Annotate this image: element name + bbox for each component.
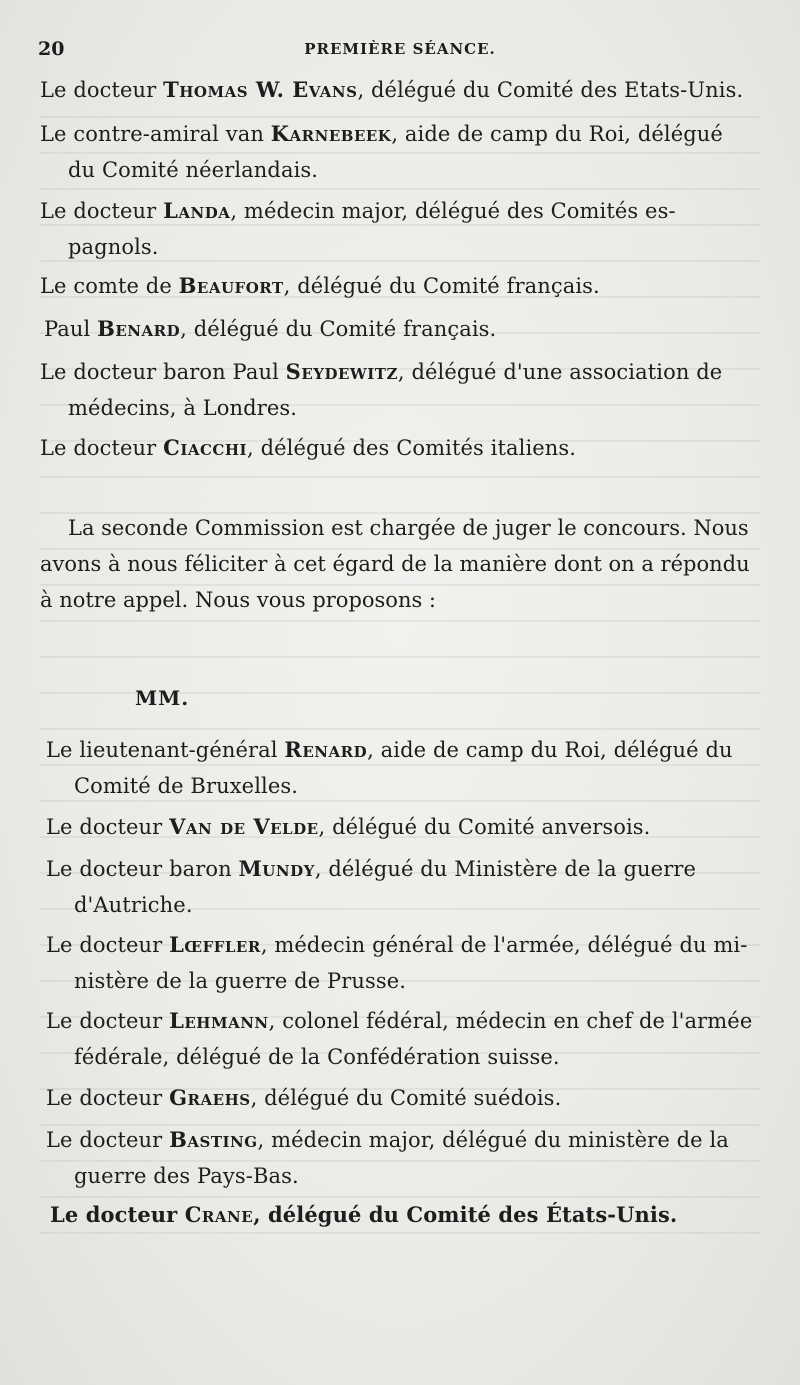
person-name: Ciacchi (163, 435, 248, 460)
entry-prefix: Le comte de (40, 274, 179, 298)
list-item (40, 268, 760, 304)
person-name: Lœffler (169, 932, 261, 957)
section-label: MM. (135, 686, 190, 710)
entry-text: , délégué du Comité des États-Unis. (253, 1202, 678, 1227)
entry-continuation: médecins, à Londres. (68, 396, 298, 420)
entry-prefix: Le docteur baron Paul (40, 360, 286, 384)
entry-prefix: Le docteur (46, 815, 170, 839)
person-name: Graehs (169, 1085, 251, 1110)
entry-prefix: Le docteur (46, 1086, 170, 1110)
person-name: Beaufort (178, 273, 284, 298)
list-item (46, 851, 760, 923)
list-item (40, 354, 760, 426)
entry-text: , médecin général de l'armée, délégué du mi- (260, 933, 748, 957)
list-item (46, 1003, 760, 1075)
entry-prefix: Le docteur (46, 1009, 170, 1033)
entry-text: , délégué du Comité anversois. (318, 815, 651, 839)
entry-prefix: Le docteur (40, 199, 164, 223)
entry-prefix: Le docteur (46, 1128, 170, 1152)
entry-continuation: fédérale, délégué de la Confédération suisse. (74, 1045, 560, 1069)
entry-text: , délégué du Comité des Etats-Unis. (357, 78, 744, 102)
entry-text: , colonel fédéral, médecin en chef de l'armée (268, 1009, 753, 1033)
person-name: Renard (284, 737, 368, 762)
entry-prefix: Le contre-amiral van (40, 122, 271, 146)
entry-text: , médecin major, délégué des Comités es- (230, 199, 676, 223)
page-number: 20 (38, 38, 65, 60)
entry-prefix: Le docteur (46, 933, 170, 957)
person-name: Thomas W. Evans (163, 77, 358, 102)
person-name: Karnebeek (270, 121, 392, 146)
entry-text: , délégué du Comité français. (180, 317, 497, 341)
list-item (46, 809, 760, 845)
entry-text: , délégué d'une association de (397, 360, 723, 384)
entry-continuation: du Comité néerlandais. (68, 158, 319, 182)
list-item (40, 116, 760, 188)
entry-text: , aide de camp du Roi, délégué (391, 122, 723, 146)
list-item (40, 193, 760, 265)
entry-prefix: Le lieutenant-général (46, 738, 285, 762)
list-item (46, 1122, 760, 1194)
entry-prefix: Le docteur (50, 1202, 185, 1227)
running-head: PREMIÈRE SÉANCE. (304, 40, 496, 58)
entry-continuation: d'Autriche. (74, 893, 193, 917)
entry-prefix: Le docteur baron (46, 857, 239, 881)
entry-continuation: nistère de la guerre de Prusse. (74, 969, 407, 993)
list-item (44, 311, 760, 347)
list-item (46, 927, 760, 999)
list-item (46, 732, 760, 804)
entry-text: , délégué des Comités italiens. (247, 436, 577, 460)
entry-text: , délégué du Comité français. (283, 274, 600, 298)
person-name: Lehmann (169, 1008, 269, 1033)
entry-prefix: Le docteur (40, 78, 164, 102)
entry-continuation: pagnols. (68, 235, 159, 259)
body-paragraph: La seconde Commission est chargée de juger le concours. Nous avons à nous féliciter à cet égard de la manière dont on a répondu à notre appel. Nous vous proposons : (40, 516, 750, 612)
person-name: Seydewitz (285, 359, 398, 384)
entry-continuation: guerre des Pays-Bas. (74, 1164, 299, 1188)
list-item (50, 1197, 760, 1233)
entry-continuation: Comité de Bruxelles. (74, 774, 299, 798)
entry-text: , délégué du Comité suédois. (250, 1086, 562, 1110)
page-header (38, 38, 762, 62)
entry-text: , médecin major, délégué du ministère de la (257, 1128, 729, 1152)
person-name: Landa (163, 198, 231, 223)
person-name: Van de Velde (169, 814, 319, 839)
entry-text: , aide de camp du Roi, délégué du (367, 738, 733, 762)
entry-prefix: Paul (44, 317, 98, 341)
list-item (40, 72, 760, 108)
person-name: Mundy (238, 856, 315, 881)
person-name: Crane (184, 1202, 254, 1227)
person-name: Benard (97, 316, 181, 341)
list-item (46, 1080, 760, 1116)
list-item (40, 430, 760, 466)
entry-prefix: Le docteur (40, 436, 164, 460)
person-name: Basting (169, 1127, 258, 1152)
entry-text: , délégué du Ministère de la guerre (314, 857, 696, 881)
